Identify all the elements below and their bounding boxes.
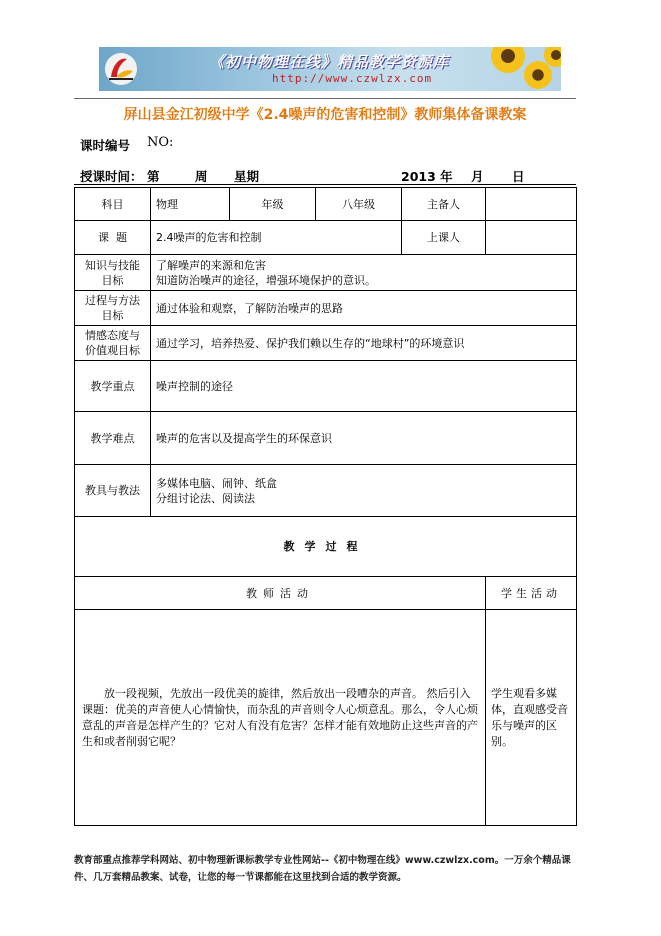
lesson-number-value: NO: <box>147 135 174 150</box>
difficulty-label: 教学难点 <box>75 412 151 465</box>
knowledge-line-1: 了解噪声的来源和危害 <box>156 258 266 272</box>
page-footer: 教育部重点推荐学科网站、初中物理新课标教学专业性网站--《初中物理在线》www.czwlzx.com。一万余个精品课件、几万套精品教案、试卷，让您的每一节课都能在这里找到合适的教学资源。 <box>74 855 571 883</box>
day-label: 日 <box>512 169 525 184</box>
grade-value: 八年级 <box>316 188 402 221</box>
student-activity-cell <box>486 610 577 826</box>
month-label: 月 <box>471 169 484 184</box>
teacher-value <box>486 221 577 255</box>
teacher-label: 上课人 <box>402 221 486 255</box>
sunflower-icon <box>491 47 525 73</box>
teacher-activity-header: 教师活动 <box>75 577 486 610</box>
week-di: 第 <box>147 169 160 184</box>
difficulty-value: 噪声的危害以及提高学生的环保意识 <box>151 412 577 465</box>
teaching-process-title: 教学过程 <box>75 517 577 577</box>
process-label: 过程与方法目标 <box>75 291 151 326</box>
tools-value <box>151 465 577 517</box>
emotion-label: 情感态度与价值观目标 <box>75 326 151 361</box>
document-title: 屏山县金江初级中学《2.4噪声的危害和控制》教师集体备课教案 <box>123 107 527 123</box>
teacher-activity-cell <box>75 610 486 826</box>
knowledge-label: 知识与技能目标 <box>75 255 151 291</box>
process-value: 通过体验和观察，了解防治噪声的思路 <box>151 291 577 326</box>
knowledge-value <box>151 255 577 291</box>
title-divider <box>74 98 576 99</box>
preparer-label: 主备人 <box>402 188 486 221</box>
topic-value: 2.4噪声的危害和控制 <box>151 221 402 255</box>
class-time-label: 授课时间： <box>80 169 143 184</box>
week-zhou: 周 <box>195 169 208 184</box>
knowledge-line-2: 知道防治噪声的途径，增强环境保护的意识。 <box>156 273 376 287</box>
weekday-label: 星期 <box>234 169 260 184</box>
tools-label: 教具与教法 <box>75 465 151 517</box>
subject-label: 科目 <box>75 188 151 221</box>
emotion-value: 通过学习，培养热爱、保护我们赖以生存的“地球村”的环境意识 <box>151 326 577 361</box>
preparer-value <box>486 188 577 221</box>
site-banner <box>99 47 561 91</box>
banner-url[interactable]: http://www.czwlzx.com <box>272 72 433 85</box>
grade-label: 年级 <box>230 188 316 221</box>
topic-label: 课 题 <box>75 221 151 255</box>
subject-value: 物理 <box>151 188 230 221</box>
tools-line-1: 多媒体电脑、闹钟、纸盒 <box>156 476 277 490</box>
student-activity-header: 学生活动 <box>486 577 577 610</box>
student-activity-text: 学生观看多媒体，直观感受音乐与噪声的区别。 <box>491 686 568 748</box>
teacher-activity-text: 放一段视频，先放出一段优美的旋律，然后放出一段嘈杂的声音。 然后引入课题：优美的声音使人心情愉快，而杂乱的声音则令人心烦意乱。那么，令人心烦意乱的声音是怎样产生的？它对人有没有危害？怎样才能有效地防止这些声音的产生和或者削弱它呢？ <box>82 686 478 748</box>
header-divider <box>74 184 576 185</box>
lesson-number-label: 课时编号 <box>80 138 131 153</box>
lesson-plan-table <box>74 187 577 826</box>
key-point-value: 噪声控制的途径 <box>151 361 577 412</box>
key-point-label: 教学重点 <box>75 361 151 412</box>
year-label: 2013 年 <box>401 169 453 184</box>
sunflower-icon <box>524 61 552 89</box>
site-logo-icon <box>103 51 139 87</box>
banner-title: 《初中物理在线》精品教学资源库 <box>209 53 450 71</box>
tools-line-2: 分组讨论法、阅读法 <box>156 491 255 505</box>
